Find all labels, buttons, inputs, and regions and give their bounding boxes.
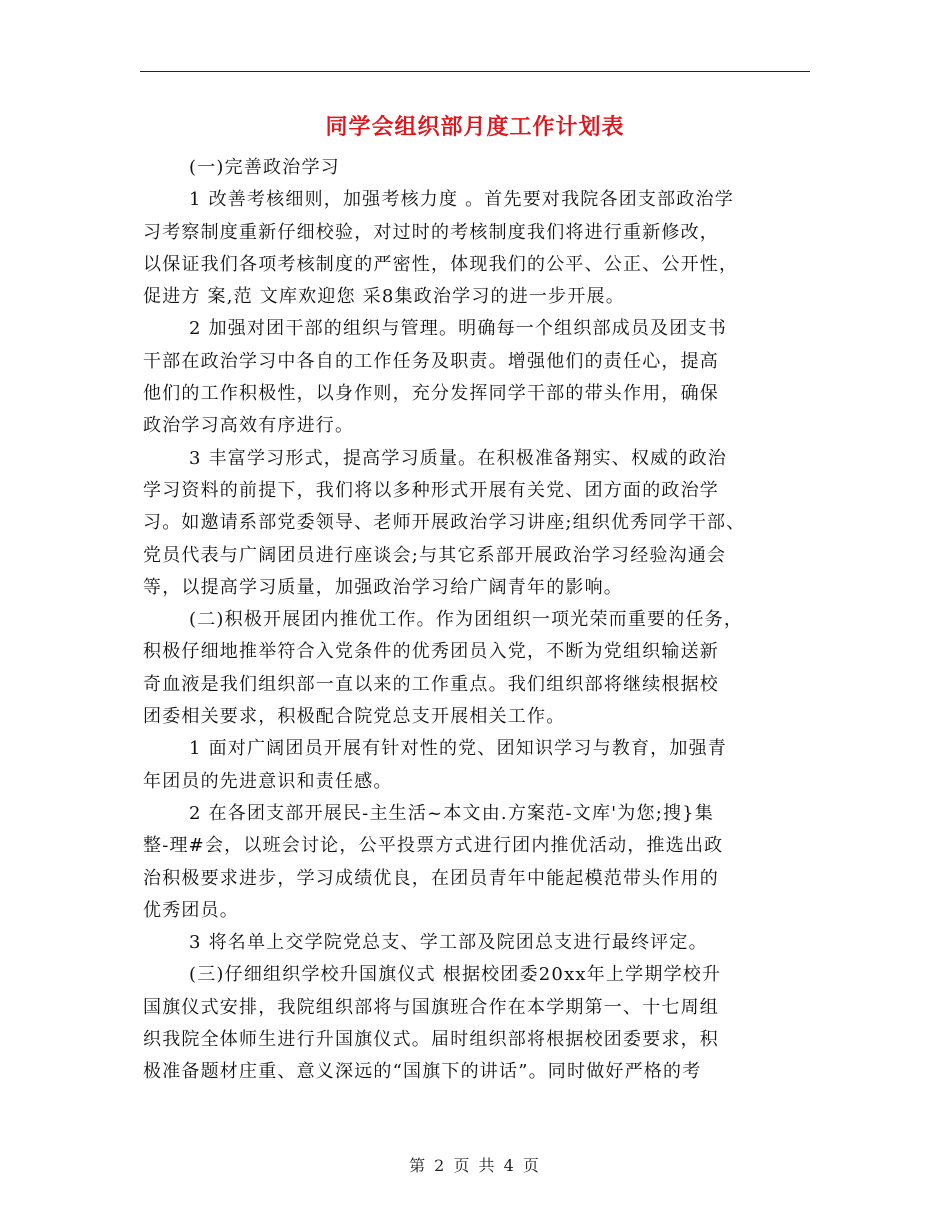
- text-line: 治积极要求进步，学习成绩优良，在团员青年中能起模范带头作用的: [143, 867, 719, 889]
- text-line: 干部在政治学习中各自的工作任务及职责。增强他们的责任心，提高: [143, 350, 719, 372]
- text-line: 优秀团员。: [143, 899, 239, 921]
- text-line: 他们的工作积极性，以身作则，充分发挥同学干部的带头作用，确保: [143, 383, 719, 405]
- text-line: 习。如邀请系部党委领导、老师开展政治学习讲座;组织优秀同学干部、: [143, 512, 746, 534]
- text-line: 以保证我们各项考核制度的严密性，体现我们的公平、公正、公开性，: [143, 253, 739, 275]
- page-footer: 第 2 页 共 4 页: [409, 1156, 541, 1175]
- text-line: 促进方 案,范 文库欢迎您 采8集政治学习的进一步开展。: [143, 286, 625, 308]
- text-line: (三)仔细组织学校升国旗仪式 根据校团委20xx年上学期学校升: [189, 964, 722, 986]
- text-line: 2 加强对团干部的组织与管理。明确每一个组织部成员及团支书: [189, 318, 727, 340]
- text-line: 整-理#会，以班会讨论，公平投票方式进行团内推优活动，推选出政: [143, 835, 724, 857]
- document-title: 同学会组织部月度工作计划表: [325, 115, 625, 140]
- text-line: 政治学习高效有序进行。: [143, 415, 355, 437]
- text-line: 3 丰富学习形式，提高学习质量。在积极准备翔实、权威的政治: [189, 447, 727, 469]
- text-line: 国旗仪式安排，我院组织部将与国旗班合作在本学期第一、十七周组: [143, 996, 719, 1018]
- text-line: 织我院全体师生进行升国旗仪式。届时组织部将根据校团委要求，积: [143, 1029, 719, 1051]
- header-rule: [140, 71, 810, 72]
- text-line: 奇血液是我们组织部一直以来的工作重点。我们组织部将继续根据校: [143, 673, 719, 695]
- text-line: (一)完善政治学习: [189, 157, 340, 178]
- text-line: 极准备题材庄重、意义深远的“国旗下的讲话”。同时做好严格的考: [143, 1061, 702, 1083]
- text-line: 2 在各团支部开展民-主生活~本文由.方案范-文库'为您;搜}集: [189, 802, 715, 824]
- document-body: [143, 152, 813, 1089]
- text-line: 党员代表与广阔团员进行座谈会;与其它系部开展政治学习经验沟通会: [143, 544, 727, 566]
- text-line: 1 改善考核细则，加强考核力度 。首先要对我院各团支部政治学: [189, 189, 734, 211]
- text-line: 1 面对广阔团员开展有针对性的党、团知识学习与教育，加强青: [189, 738, 727, 760]
- text-line: 3 将名单上交学院党总支、学工部及院团总支进行最终评定。: [189, 932, 708, 954]
- text-line: 等，以提高学习质量，加强政治学习给广阔青年的影响。: [143, 576, 623, 598]
- text-line: 团委相关要求，积极配合院党总支开展相关工作。: [143, 706, 566, 728]
- text-line: 习考察制度重新仔细校验，对过时的考核制度我们将进行重新修改，: [143, 221, 719, 243]
- text-line: 积极仔细地推举符合入党条件的优秀团员入党，不断为党组织输送新: [143, 641, 719, 663]
- text-line: (二)积极开展团内推优工作。作为团组织一项光荣而重要的任务，: [189, 609, 744, 631]
- text-line: 学习资料的前提下，我们将以多种形式开展有关党、团方面的政治学: [143, 479, 719, 501]
- text-line: 年团员的先进意识和责任感。: [143, 770, 393, 792]
